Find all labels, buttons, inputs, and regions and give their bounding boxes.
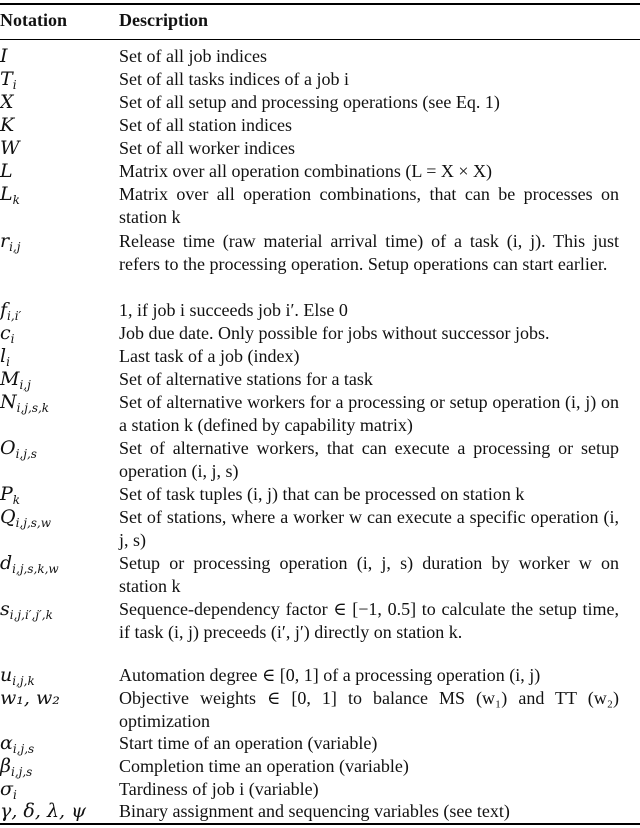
symbol-base: O — [0, 437, 16, 459]
symbol-base: W — [0, 137, 20, 159]
notation-symbol — [0, 368, 31, 390]
symbol-base: Q — [0, 506, 16, 528]
symbol-base: γ, δ, λ, ψ — [0, 800, 86, 822]
notation-description: Completion time an operation (variable) — [119, 756, 409, 776]
symbol-base: u — [0, 664, 13, 686]
notation-symbol — [0, 437, 37, 459]
symbol-base: P — [0, 483, 13, 505]
symbol-base: f — [0, 299, 8, 321]
notation-description: Set of all tasks indices of a job i — [119, 69, 349, 89]
notation-symbol — [0, 322, 15, 344]
symbol-subscript: i,j,s — [10, 765, 33, 779]
notation-symbol — [0, 68, 17, 90]
notation-description: Matrix over all operation combinations (L = X × X) — [119, 161, 493, 181]
notation-description: Automation degree ∈ [0, 1] of a processing operation (i, j) — [119, 665, 541, 685]
notation-symbol — [0, 345, 10, 367]
symbol-base: K — [0, 114, 15, 136]
symbol-subscript: i,j — [19, 378, 31, 392]
symbol-subscript: i,j,i′,j′,k — [9, 608, 53, 622]
notation-symbol — [0, 598, 53, 620]
table-bottom-rule — [0, 823, 640, 825]
symbol-base: l — [0, 345, 7, 367]
symbol-base: X — [0, 91, 14, 113]
symbol-subscript: i — [10, 332, 15, 346]
notation-description: Binary assignment and sequencing variables (see text) — [119, 801, 510, 821]
notation-symbol — [0, 230, 20, 252]
notation-symbol — [0, 664, 35, 686]
symbol-subscript: i — [12, 788, 17, 802]
symbol-subscript: i,j — [9, 240, 21, 254]
header-description: Description — [119, 10, 208, 30]
notation-description: Set of all worker indices — [119, 138, 295, 158]
table-top-rule — [0, 3, 640, 5]
notation-symbol — [0, 506, 51, 528]
notation-symbol — [0, 45, 8, 67]
notation-description: Set of stations, where a worker w can execute a specific operation (i, j, s) — [119, 507, 619, 550]
notation-description: Set of alternative stations for a task — [119, 369, 373, 389]
symbol-subscript: i,j,k — [12, 674, 35, 688]
symbol-base: s — [0, 598, 10, 620]
symbol-subscript: i,i′ — [7, 309, 22, 323]
notation-description: Release time (raw material arrival time) of a task (i, j). This just refers to the processing operation. Setup operations can start earlier. — [119, 231, 619, 274]
notation-symbol — [0, 160, 13, 182]
notation-symbol — [0, 114, 14, 136]
notation-description: Setup or processing operation (i, j, s) duration by worker w on station k — [119, 553, 619, 596]
notation-description: Start time of an operation (variable) — [119, 733, 378, 753]
notation-symbol — [0, 183, 20, 205]
symbol-base: β — [0, 755, 11, 777]
symbol-base: σ — [0, 778, 13, 800]
symbol-base: T — [0, 68, 13, 90]
notation-symbol — [0, 732, 34, 754]
notation-symbol — [0, 91, 14, 113]
symbol-base: L — [0, 160, 13, 182]
notation-description: Last task of a job (index) — [119, 346, 300, 366]
symbol-base: M — [0, 368, 20, 390]
notation-description: Job due date. Only possible for jobs without successor jobs. — [119, 323, 550, 343]
symbol-base: d — [0, 552, 13, 574]
notation-symbol — [0, 755, 32, 777]
notation-description: Set of alternative workers, that can execute a processing or setup operation (i, j, s) — [119, 438, 619, 481]
symbol-base: L — [0, 183, 13, 205]
notation-symbol — [0, 483, 20, 505]
symbol-base: r — [0, 230, 10, 252]
notation-description: Objective weights ∈ [0, 1] to balance MS (w₁) and TT (w₂) optimization — [119, 688, 619, 731]
notation-description: Set of all setup and processing operations (see Eq. 1) — [119, 92, 500, 112]
notation-description: Set of alternative workers for a processing or setup operation (i, j) on a station k (defined by capability matrix) — [119, 392, 619, 435]
symbol-subscript: i,j,s,w — [15, 516, 52, 530]
header-notation: Notation — [0, 10, 67, 30]
symbol-subscript: k — [12, 493, 21, 507]
notation-description: Set of task tuples (i, j) that can be processed on station k — [119, 484, 525, 504]
symbol-subscript: i — [6, 355, 10, 369]
notation-symbol — [0, 299, 21, 321]
notation-symbol — [0, 391, 49, 413]
symbol-base: I — [0, 45, 8, 67]
notation-symbol — [0, 800, 86, 822]
symbol-subscript: i,j,s — [15, 447, 37, 461]
symbol-subscript: k — [12, 193, 20, 207]
notation-symbol — [0, 552, 59, 574]
symbol-base: α — [0, 732, 13, 754]
symbol-subscript: i,j,s — [12, 742, 35, 756]
notation-description: 1, if job i succeeds job i′. Else 0 — [119, 300, 348, 320]
notation-symbol — [0, 137, 20, 159]
notation-description: Set of all job indices — [119, 46, 267, 66]
symbol-subscript: i — [12, 78, 17, 92]
notation-symbol — [0, 778, 17, 800]
symbol-subscript: i,j,s,k,w — [12, 562, 59, 576]
notation-description: Sequence-dependency factor ∈ [−1, 0.5] to calculate the setup time, if task (i, j) preceeds (i′, j′) directly on station k. — [119, 599, 619, 642]
notation-description: Tardiness of job i (variable) — [119, 779, 319, 799]
notation-description: Set of all station indices — [119, 115, 292, 135]
symbol-base: N — [0, 391, 17, 413]
symbol-base: c — [0, 322, 11, 344]
notation-symbol — [0, 687, 60, 709]
notation-description: Matrix over all operation combinations, that can be processes on station k — [119, 184, 619, 227]
symbol-base: w₁, w₂ — [0, 687, 60, 709]
table-header-rule — [0, 39, 640, 40]
symbol-subscript: i,j,s,k — [16, 401, 50, 415]
